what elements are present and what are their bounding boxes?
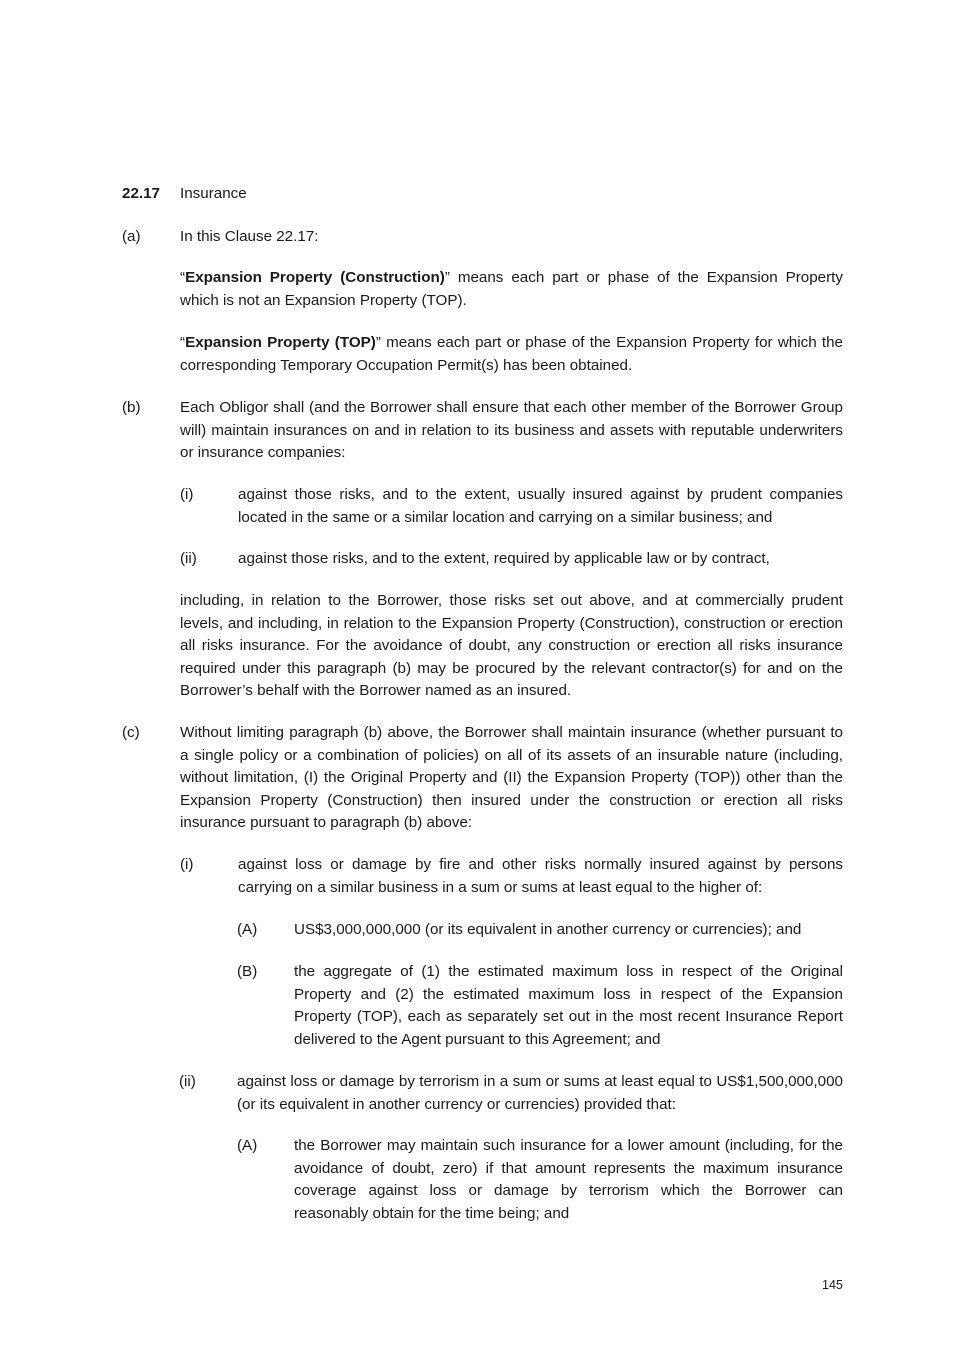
para-a-text: In this Clause 22.17: — [180, 228, 319, 245]
para-b-i-label: (i) — [180, 486, 194, 503]
para-b-label: (b) — [122, 399, 141, 416]
para-b-ii-label: (ii) — [180, 550, 197, 567]
clause-title: Insurance — [180, 185, 247, 202]
para-b-text: Each Obligor shall (and the Borrower shall ensure that each other member of the Borrower Group will) maintain insurances on and in relation to its business and assets with reputable underwriters or insurance companies: — [180, 399, 843, 461]
para-c-ii-a-text: the Borrower may maintain such insurance for a lower amount (including, for the avoidance of doubt, zero) if that amount represents the maximum insurance coverage against loss or damage by terrorism which the Borrower can reasonably obtain for the time being; and — [294, 1137, 843, 1222]
para-c-i-b-text: the aggregate of (1) the estimated maximum loss in respect of the Original Property and (2) the estimated maximum loss in respect of the Expansion Property (TOP), each as separately set out in the most recent Insurance Report delivered to the Agent pursuant to this Agreement; and — [294, 963, 843, 1048]
para-b-i-text: against those risks, and to the extent, usually insured against by prudent companies located in the same or a similar location and carrying on a similar business; and — [238, 486, 843, 526]
para-c-i-text: against loss or damage by fire and other risks normally insured against by persons carrying on a similar business in a sum or sums at least equal to the higher of: — [238, 856, 843, 896]
definition-construction: “Expansion Property (Construction)” means each part or phase of the Expansion Property which is not an Expansion Property (TOP). — [180, 269, 843, 309]
defined-term: Expansion Property (Construction) — [185, 269, 445, 286]
para-c-i-a-text: US$3,000,000,000 (or its equivalent in another currency or currencies); and — [294, 921, 802, 938]
para-b-tail: including, in relation to the Borrower, those risks set out above, and at commercially prudent levels, and including, in relation to the Expansion Property (Construction), construction or erection all risks insurance. For the avoidance of doubt, any construction or erection all risks insurance required under this paragraph (b) may be procured by the relevant contractor(s) for and on the Borrower’s behalf with the Borrower named as an insured. — [180, 592, 843, 699]
para-c-ii-text: against loss or damage by terrorism in a sum or sums at least equal to US$1,500,000,000 (or its equivalent in another currency or currencies) provided that: — [237, 1073, 843, 1113]
para-c-text: Without limiting paragraph (b) above, the Borrower shall maintain insurance (whether pursuant to a single policy or a combination of policies) on all of its assets of an insurable nature (including, without limitation, (I) the Original Property and (II) the Expansion Property (TOP)) other than the Expansion Property (Construction) then insured under the construction or erection all risks insurance pursuant to paragraph (b) above: — [180, 724, 843, 831]
para-c-ii-label: (ii) — [179, 1073, 196, 1090]
para-c-label: (c) — [122, 724, 140, 741]
page-number: 145 — [822, 1278, 843, 1292]
para-c-ii-a-label: (A) — [237, 1137, 258, 1154]
para-b-ii-text: against those risks, and to the extent, required by applicable law or by contract, — [238, 550, 770, 567]
defined-term: Expansion Property (TOP) — [185, 334, 376, 351]
para-c-i-a-label: (A) — [237, 921, 258, 938]
para-a-label: (a) — [122, 228, 141, 245]
para-c-i-b-label: (B) — [237, 963, 258, 980]
definition-top: “Expansion Property (TOP)” means each part or phase of the Expansion Property for which the corresponding Temporary Occupation Permit(s) has been obtained. — [180, 334, 843, 374]
clause-number: 22.17 — [122, 185, 161, 202]
para-c-i-label: (i) — [180, 856, 194, 873]
